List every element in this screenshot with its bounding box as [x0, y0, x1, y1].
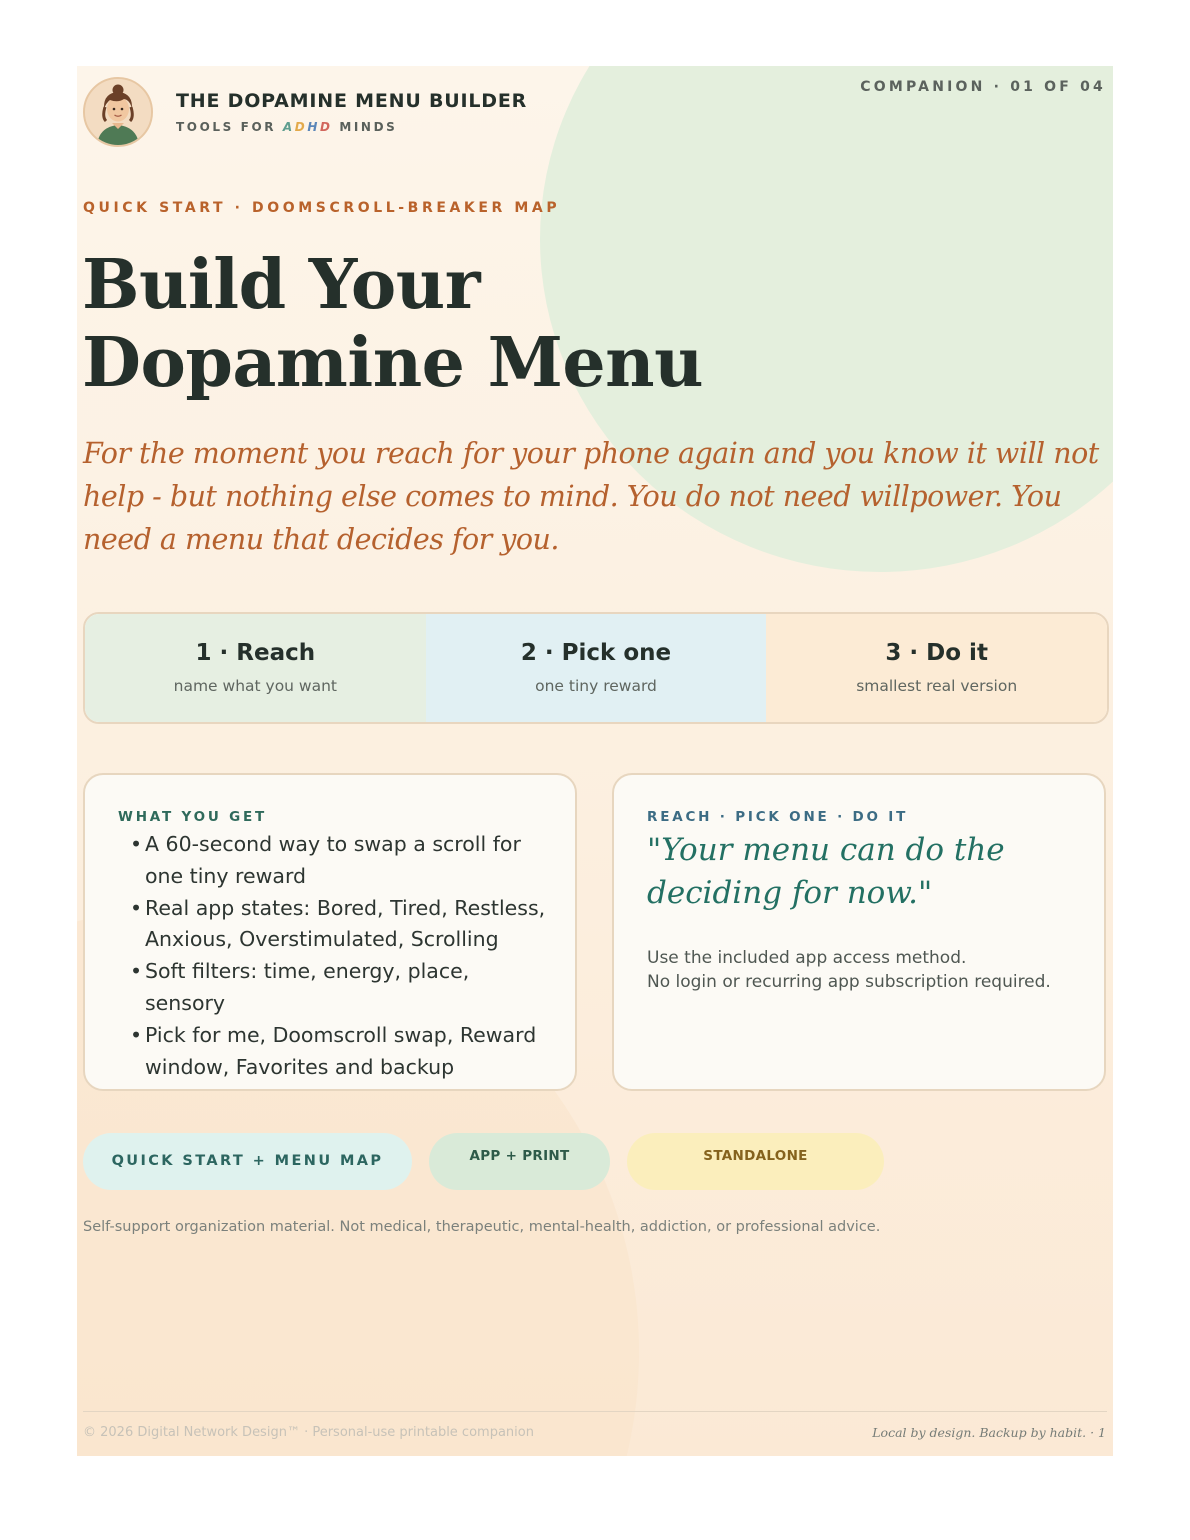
note-line: Use the included app access method. — [647, 948, 967, 968]
footer-motto: Local by design. Backup by habit. · 1 — [872, 1425, 1106, 1440]
companion-label: COMPANION · 01 OF 04 — [860, 79, 1106, 95]
card-note — [647, 947, 1087, 994]
step-reach — [85, 614, 426, 722]
note-line: No login or recurring app subscription required. — [647, 971, 1051, 992]
page-title — [82, 246, 703, 402]
badge-standalone: STANDALONE — [627, 1133, 884, 1190]
adhd-letter: A — [282, 120, 295, 134]
page-subtitle: For the moment you reach for your phone again and you know it will not help - but nothing else comes to mind. You do not need willpower. You need a menu that decides for you. — [83, 437, 1099, 556]
section-kicker: QUICK START · DOOMSCROLL-BREAKER MAP — [83, 200, 561, 216]
card-label: WHAT YOU GET — [118, 809, 268, 825]
feature-list — [130, 829, 550, 1083]
what-you-get-card — [83, 773, 577, 1091]
quote-text: "Your menu can do the deciding for now." — [647, 832, 1005, 911]
footer-copyright: © 2026 Digital Network Design™ · Personal-use printable companion — [83, 1425, 534, 1440]
page — [77, 66, 1113, 1456]
title-line: Dopamine Menu — [82, 323, 704, 403]
step-subtitle: name what you want — [173, 677, 338, 695]
title-line: Build Your — [82, 245, 481, 325]
step-subtitle: one tiny reward — [535, 677, 657, 695]
avatar — [83, 77, 153, 147]
list-item: • Soft filters: time, energy, place, sensory — [130, 956, 550, 1020]
disclaimer: Self-support organization material. Not medical, therapeutic, mental-health, addiction, or professional advice. — [83, 1219, 881, 1235]
step-title: 1 · Reach — [195, 640, 316, 666]
step-subtitle: smallest real version — [856, 677, 1018, 695]
badge-quick-start: QUICK START + MENU MAP — [83, 1133, 412, 1190]
adhd-letter: H — [307, 120, 320, 134]
tagline-prefix: TOOLS FOR — [176, 120, 283, 134]
brand-tagline — [176, 120, 397, 134]
badge-app-print: APP + PRINT — [429, 1133, 610, 1190]
list-item: • A 60-second way to swap a scroll for one tiny reward — [130, 829, 550, 893]
step-title: 2 · Pick one — [520, 640, 672, 666]
step-title: 3 · Do it — [885, 640, 988, 666]
footer-divider — [83, 1411, 1107, 1412]
steps-bar — [83, 612, 1109, 724]
adhd-letter: D — [319, 120, 333, 134]
tagline-suffix: MINDS — [332, 120, 398, 134]
list-item: • Pick for me, Doomscroll swap, Reward window, Favorites and backup — [130, 1020, 550, 1084]
step-pick-one — [426, 614, 767, 722]
brand-name: THE DOPAMINE MENU BUILDER — [176, 90, 528, 112]
step-do-it — [766, 614, 1107, 722]
list-item: • Real app states: Bored, Tired, Restless, Anxious, Overstimulated, Scrolling — [130, 893, 550, 957]
tagline-adhd — [283, 120, 333, 134]
card-label: REACH · PICK ONE · DO IT — [647, 809, 909, 825]
quote-card — [612, 773, 1106, 1091]
adhd-letter: D — [294, 120, 308, 134]
